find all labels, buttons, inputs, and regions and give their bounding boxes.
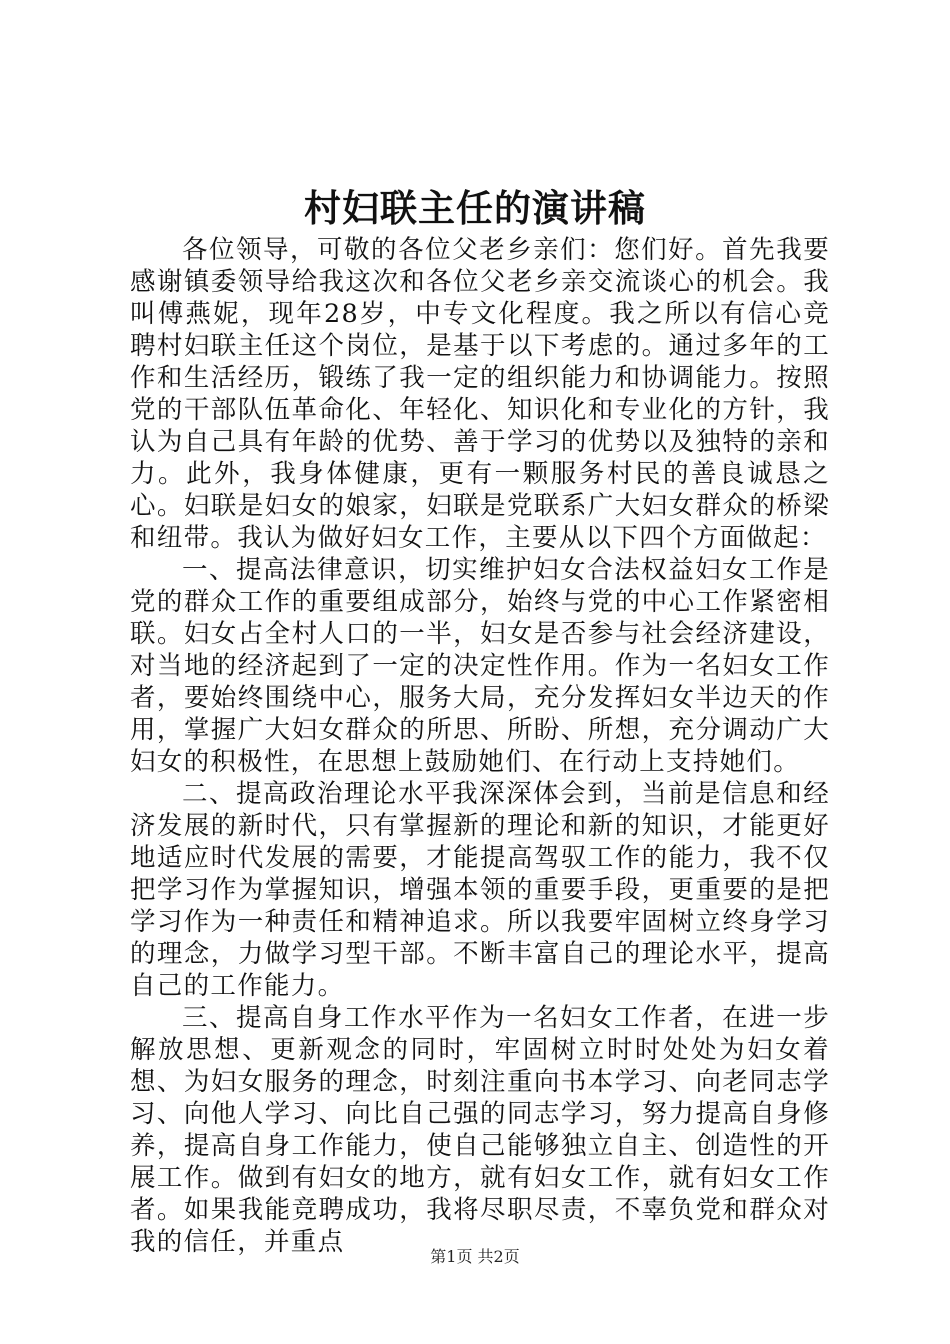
document-title: 村妇联主任的演讲稿	[304, 186, 646, 230]
document-body	[130, 234, 830, 1258]
paragraph: 各位领导，可敬的各位父老乡亲们：您们好。首先我要感谢镇委领导给我这次和各位父老乡亲交流谈心的机会。我叫傅燕妮，现年28岁，中专文化程度。我之所以有信心竞聘村妇联主任这个岗位，是基于以下考虑的。通过多年的工作和生活经历，锻练了我一定的组织能力和协调能力。按照党的干部队伍革命化、年轻化、知识化和专业化的方针，我认为自己具有年龄的优势、善于学习的优势以及独特的亲和力。此外，我身体健康，更有一颗服务村民的善良诚恳之心。妇联是妇女的娘家，妇联是党联系广大妇女群众的桥梁和纽带。我认为做好妇女工作，主要从以下四个方面做起：	[130, 235, 830, 553]
paragraph: 三、提高自身工作水平作为一名妇女工作者，在进一步解放思想、更新观念的同时，牢固树立时时处处为妇女着想、为妇女服务的理念，时刻注重向书本学习、向老同志学习、向他人学习、向比自己强的同志学习，努力提高自身修养，提高自身工作能力，使自己能够独立自主、创造性的开展工作。做到有妇女的地方，就有妇女工作，就有妇女工作者。如果我能竞聘成功，我将尽职尽责，不辜负党和群众对我的信任，并重点	[130, 1003, 830, 1257]
paragraph: 二、提高政治理论水平我深深体会到，当前是信息和经济发展的新时代，只有掌握新的理论和新的知识，才能更好地适应时代发展的需要，才能提高驾驭工作的能力，我不仅把学习作为掌握知识，增强本领的重要手段，更重要的是把学习作为一种责任和精神追求。所以我要牢固树立终身学习的理念，力做学习型干部。不断丰富自己的理论水平，提高自己的工作能力。	[130, 779, 830, 1001]
page-number-footer: 第1页 共2页	[430, 1247, 520, 1266]
paragraph: 一、提高法律意识，切实维护妇女合法权益妇女工作是党的群众工作的重要组成部分，始终与党的中心工作紧密相联。妇女占全村人口的一半，妇女是否参与社会经济建设，对当地的经济起到了一定的决定性作用。作为一名妇女工作者，要始终围绕中心，服务大局，充分发挥妇女半边天的作用，掌握广大妇女群众的所思、所盼、所想，充分调动广大妇女的积极性，在思想上鼓励她们、在行动上支持她们。	[130, 555, 830, 777]
